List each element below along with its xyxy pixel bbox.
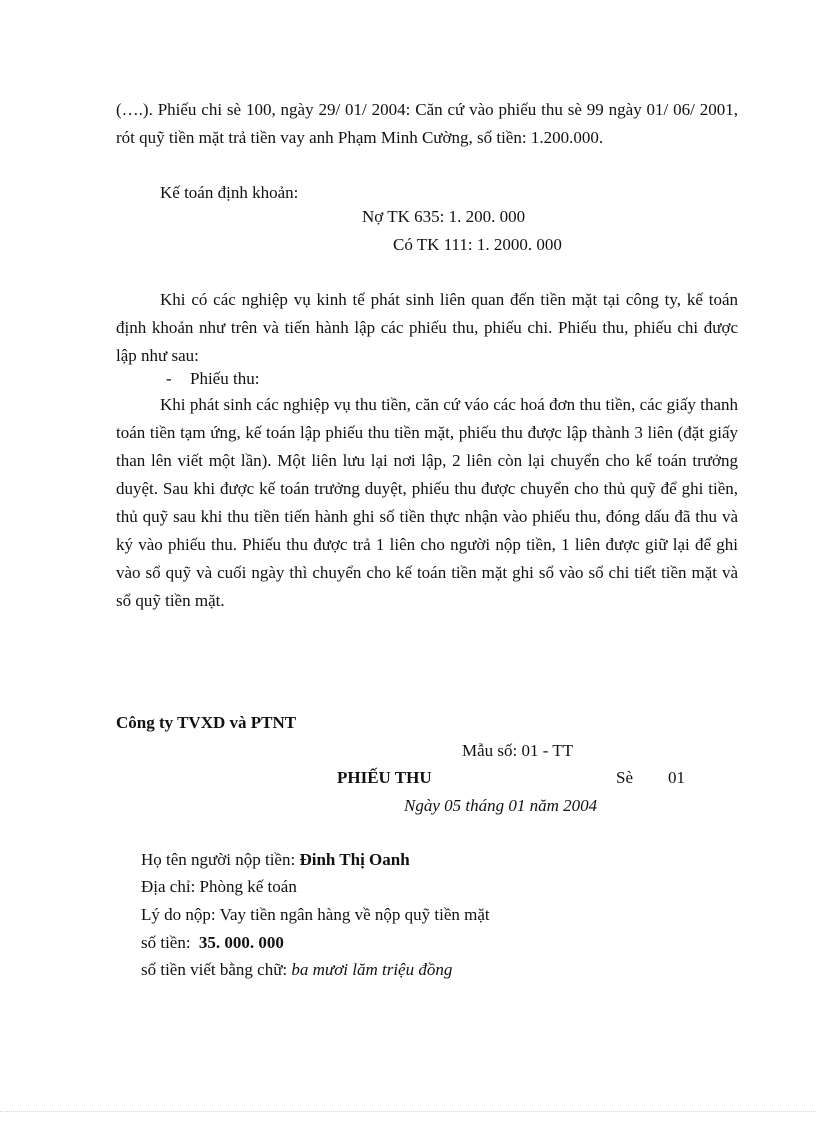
debit-entry: Nợ TK 635: 1. 200. 000 (362, 207, 526, 226)
amount-words-row (141, 956, 452, 984)
credit-entry: Có TK 111: 1. 2000. 000 (393, 235, 562, 254)
payer-value: Đinh Thị Oanh (299, 850, 410, 869)
amount-value: 35. 000. 000 (198, 933, 284, 952)
bullet-text: Phiếu thu: (190, 369, 260, 388)
payer-row (141, 846, 410, 874)
receipt-date: Ngày 05 tháng 01 năm 2004 (404, 796, 598, 815)
receipt-number-value: 01 (668, 768, 685, 787)
bullet-dash: - (166, 369, 172, 388)
top-paragraph: (….). Phiếu chi sè 100, ngày 29/ 01/ 2004: Căn cứ vào phiếu thu sè 99 ngày 01/ 06/ 2001, rót quỹ tiền mặt trả tiền vay anh Phạm Minh Cường, số tiền: 1.200.000. (116, 100, 738, 147)
accounting-label: Kế toán định khoản: (160, 183, 299, 202)
address-row (141, 873, 297, 901)
process-paragraph: Khi phát sinh các nghiệp vụ thu tiền, căn cứ váo các hoá đơn thu tiền, các giấy thanh toán tiền tạm ứng, kế toán lập phiếu thu tiền mặt, phiếu thu được lập thành 3 liên (đặt giấy than lên viết một lần). Một liên lưu lại nơi lập, 2 liên còn lại chuyển cho kế toán trưởng duyệt. Sau khi được kế toán trưởng duyệt, phiếu thu được chuyển cho thủ quỹ để ghi tiền, thủ quỹ sau khi thu tiền tiến hành ghi số tiền thực nhận vào phiếu thu, đóng dấu đã thu và ký vào phiếu thu. Phiếu thu được trả 1 liên cho người nộp tiền, 1 liên được giữ lại để ghi vào sổ quỹ và cuối ngày thì chuyển cho kế toán tiền mặt ghi sổ vào sổ chi tiết tiền mặt và sổ quỹ tiền mặt. (116, 395, 738, 610)
form-code: Mẫu số: 01 - TT (462, 741, 574, 760)
payer-label: Họ tên người nộp tiền: (141, 850, 296, 869)
receipt-title: PHIẾU THU (337, 768, 432, 787)
reason-value: Vay tiền ngân hàng về nộp quỹ tiền mặt (219, 905, 490, 924)
amount-row (141, 929, 284, 957)
reason-row (141, 901, 490, 929)
intro-paragraph: Khi có các nghiệp vụ kinh tế phát sinh liên quan đến tiền mặt tại công ty, kế toán định khoản như trên và tiến hành lập các phiếu thu, phiếu chi. Phiếu thu, phiếu chi được lập như sau: (116, 290, 738, 365)
company-name: Công ty TVXD và PTNT (116, 713, 297, 732)
amount-words-label: số tiền viết bằng chữ: (141, 960, 288, 979)
address-value: Phòng kế toán (199, 877, 297, 896)
amount-label: số tiền: (141, 933, 191, 952)
receipt-number-label: Sè (616, 768, 633, 787)
page-bottom-divider (0, 1111, 816, 1112)
address-label: Địa chỉ: (141, 877, 196, 896)
reason-label: Lý do nộp: (141, 905, 216, 924)
amount-words-value: ba mươi lăm triệu đồng (291, 960, 453, 979)
